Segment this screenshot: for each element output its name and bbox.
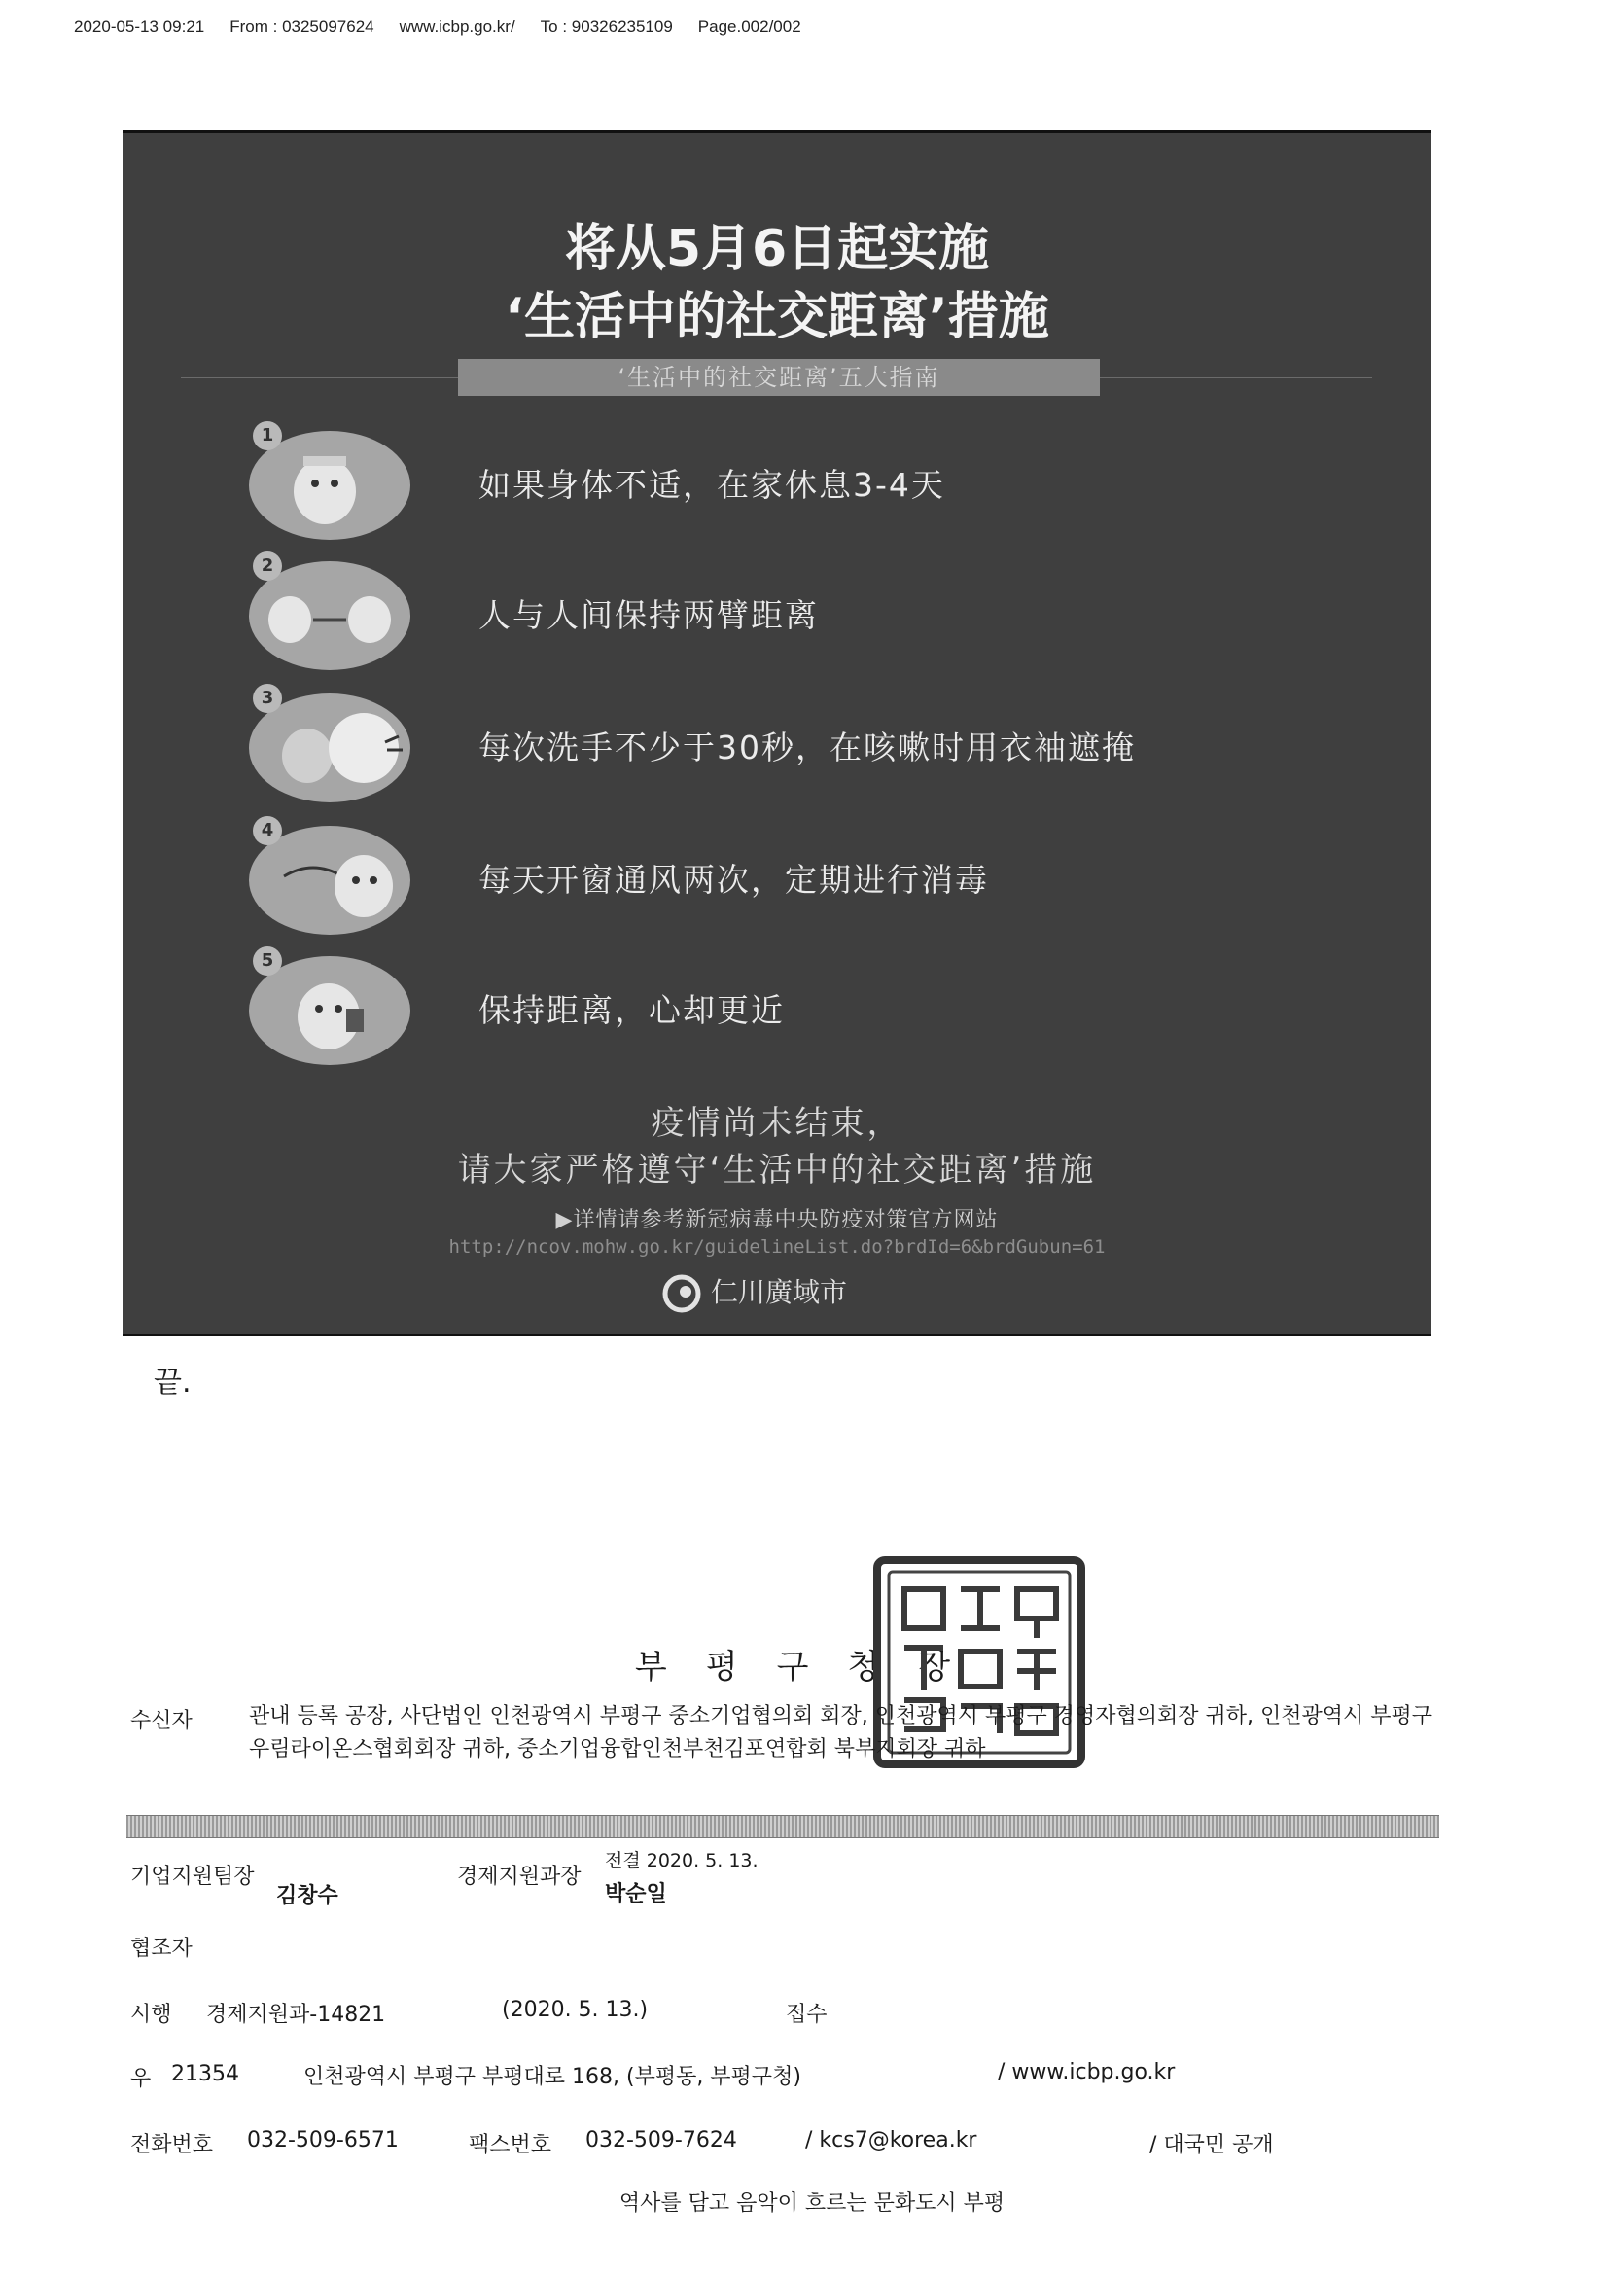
manager-label: 경제지원과장 <box>457 1865 582 1889</box>
guideline-number: 4 <box>253 816 282 845</box>
fax-date: 2020-05-13 09:21 <box>74 18 205 36</box>
guide-label: ‘生活中的社交距离’五大指南 <box>458 359 1100 396</box>
recipient-label: 수신자 <box>130 1709 193 1733</box>
guideline-item-4 <box>123 816 1431 933</box>
guideline-item-3 <box>123 684 1431 800</box>
guide-divider-left <box>181 377 458 378</box>
guideline-number: 2 <box>253 551 282 581</box>
brand <box>662 1273 847 1312</box>
postal-code: 21354 <box>171 2062 239 2086</box>
guideline-text: 每天开窗通风两次，定期进行消毒 <box>478 861 989 899</box>
social-distancing-poster <box>123 130 1431 1336</box>
reference-note: ▶详情请参考新冠病毒中央防疫对策官方网站 <box>555 1208 999 1232</box>
closing-line1: 疫情尚未结束， <box>651 1104 903 1143</box>
guideline-text: 每次洗手不少于30秒，在咳嗽时用衣袖遮掩 <box>478 729 1136 766</box>
decision-note: 전결 2020. 5. 13. <box>605 1850 759 1871</box>
poster-title-line1: 将从5月6日起实施 <box>564 220 990 278</box>
manager-name: 박순일 <box>605 1882 667 1906</box>
cooperator-label: 협조자 <box>130 1937 193 1961</box>
guideline-item-2 <box>123 551 1431 668</box>
guideline-item-5 <box>123 946 1431 1063</box>
guideline-number: 1 <box>253 421 282 450</box>
address: 인천광역시 부평구 부평대로 168, (부평동, 부평구청) <box>303 2065 801 2089</box>
footer-slogan: 역사를 담고 음악이 흐르는 문화도시 부평 <box>618 2191 1006 2216</box>
website: / www.icbp.go.kr <box>998 2060 1176 2084</box>
enforcement-date: (2020. 5. 13.) <box>502 1998 649 2022</box>
closing-line2: 请大家严格遵守‘生活中的社交距离’措施 <box>457 1151 1097 1190</box>
fax-number: 032-509-7624 <box>585 2128 737 2152</box>
guide-divider-right <box>1100 377 1372 378</box>
fax-header <box>74 18 827 37</box>
fax-label: 팩스번호 <box>469 2133 552 2157</box>
brand-name: 仁川廣域市 <box>711 1276 848 1308</box>
postal-label: 우 <box>130 2067 152 2091</box>
enforcement-label: 시행 <box>130 2003 172 2027</box>
org-name: 부평구청장 <box>634 1648 990 1687</box>
guideline-number: 5 <box>253 946 282 976</box>
fax-from: From : 0325097624 <box>229 18 374 36</box>
fax-site: www.icbp.go.kr/ <box>399 18 515 36</box>
receipt-label: 접수 <box>786 2003 828 2027</box>
separator-bar <box>126 1815 1439 1838</box>
enforcement-number: 경제지원과-14821 <box>206 2003 386 2027</box>
guideline-text: 人与人间保持两臂距离 <box>478 596 819 634</box>
reference-url: http://ncov.mohw.go.kr/guidelineList.do?brdId=6&brdGubun=61 <box>448 1236 1106 1258</box>
team-lead-name: 김창수 <box>276 1884 338 1908</box>
fax-page: Page.002/002 <box>697 18 801 36</box>
guideline-text: 保持距离，心却更近 <box>478 991 785 1029</box>
phone-label: 전화번호 <box>130 2133 214 2157</box>
guideline-text: 如果身体不适，在家休息3-4天 <box>478 466 945 504</box>
incheon-logo-icon <box>662 1274 701 1313</box>
poster-title-line2: ‘生活中的社交距离’措施 <box>505 288 1049 346</box>
disclosure: / 대국민 공개 <box>1149 2133 1274 2157</box>
recipient-text: 관내 등록 공장, 사단법인 인천광역시 부평구 중소기업협의회 회장, 인천광역시 부평구 경영자협의회장 귀하, 인천광역시 부평구 우림라이온스협회회장 귀하, 중소기업융합인천부천김포연합회 북부지회장 귀하 <box>249 1704 1432 1761</box>
phone-number: 032-509-6571 <box>247 2128 399 2152</box>
end-mark: 끝. <box>154 1366 192 1400</box>
guideline-item-1 <box>123 421 1431 538</box>
email: / kcs7@korea.kr <box>805 2128 977 2152</box>
guideline-number: 3 <box>253 684 282 713</box>
fax-to: To : 90326235109 <box>540 18 673 36</box>
team-lead-label: 기업지원팀장 <box>130 1865 255 1889</box>
